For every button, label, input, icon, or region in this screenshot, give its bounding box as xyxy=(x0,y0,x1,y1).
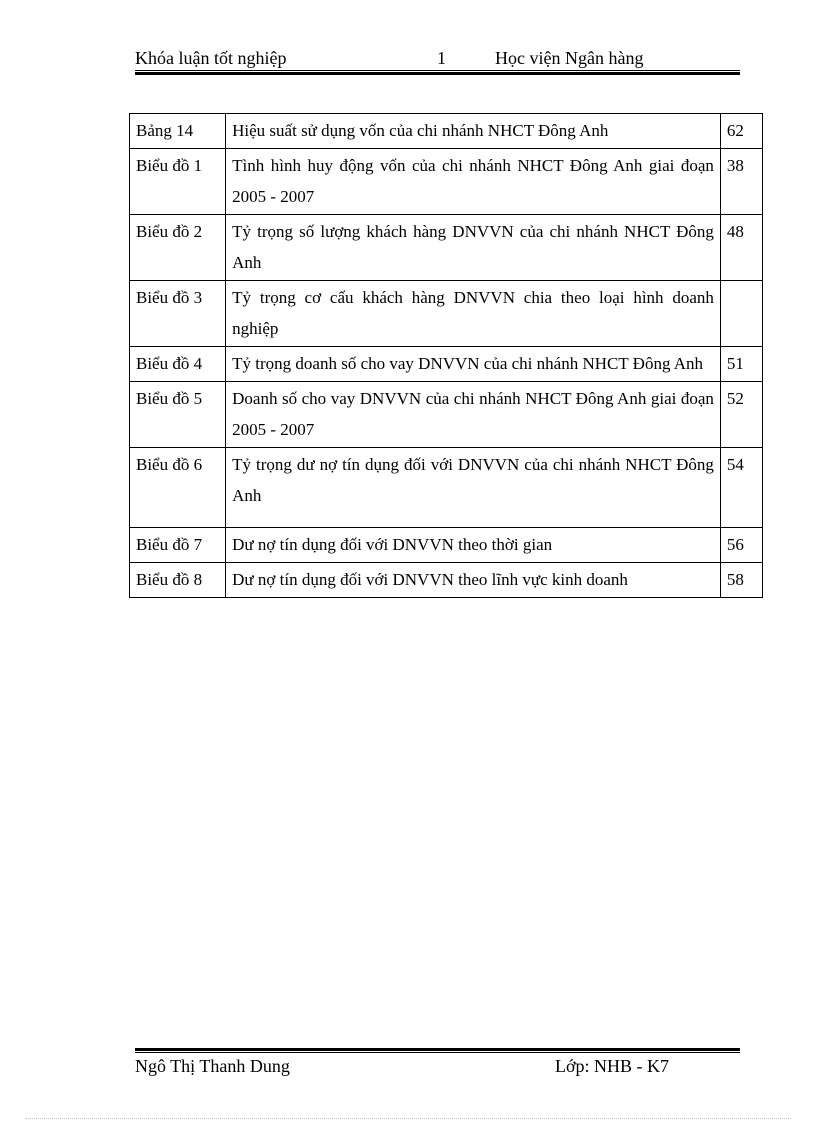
row-page: 54 xyxy=(720,448,762,528)
table-row xyxy=(130,215,763,281)
row-title: Tỷ trọng doanh số cho vay DNVVN của chi nhánh NHCT Đông Anh xyxy=(226,347,721,382)
row-page: 52 xyxy=(720,382,762,448)
footer-class: Lớp: NHB - K7 xyxy=(555,1056,670,1076)
header-thesis-title: Khóa luận tốt nghiệp xyxy=(135,48,287,68)
page-header xyxy=(135,48,740,70)
row-page: 62 xyxy=(720,114,762,149)
figure-list-table xyxy=(129,113,763,598)
table-row xyxy=(130,347,763,382)
row-page: 58 xyxy=(720,563,762,598)
row-title: Tỷ trọng dư nợ tín dụng đối với DNVVN của chi nhánh NHCT Đông Anh xyxy=(226,448,721,528)
row-title: Dư nợ tín dụng đối với DNVVN theo thời gian xyxy=(226,528,721,563)
table-row xyxy=(130,563,763,598)
table-row xyxy=(130,149,763,215)
footer-author: Ngô Thị Thanh Dung xyxy=(135,1056,290,1076)
header-rule xyxy=(135,70,740,75)
row-title: Tình hình huy động vốn của chi nhánh NHCT Đông Anh giai đoạn 2005 - 2007 xyxy=(226,149,721,215)
page-footer xyxy=(135,1056,740,1078)
table-row xyxy=(130,281,763,347)
row-title: Tỷ trọng cơ cấu khách hàng DNVVN chia theo loại hình doanh nghiệp xyxy=(226,281,721,347)
table-row xyxy=(130,114,763,149)
row-title: Doanh số cho vay DNVVN của chi nhánh NHCT Đông Anh giai đoạn 2005 - 2007 xyxy=(226,382,721,448)
row-page: 51 xyxy=(720,347,762,382)
row-page xyxy=(720,281,762,347)
table-row xyxy=(130,382,763,448)
row-page: 38 xyxy=(720,149,762,215)
row-label: Biểu đồ 5 xyxy=(130,382,226,448)
row-page: 48 xyxy=(720,215,762,281)
row-label: Biểu đồ 3 xyxy=(130,281,226,347)
table-row xyxy=(130,528,763,563)
row-label: Biểu đồ 8 xyxy=(130,563,226,598)
row-label: Biểu đồ 6 xyxy=(130,448,226,528)
row-label: Biểu đồ 2 xyxy=(130,215,226,281)
row-title: Hiệu suất sử dụng vốn của chi nhánh NHCT Đông Anh xyxy=(226,114,721,149)
row-label: Biểu đồ 4 xyxy=(130,347,226,382)
row-label: Bảng 14 xyxy=(130,114,226,149)
table-row xyxy=(130,448,763,528)
row-title: Tỷ trọng số lượng khách hàng DNVVN của chi nhánh NHCT Đông Anh xyxy=(226,215,721,281)
page-edge xyxy=(25,1118,791,1119)
row-title: Dư nợ tín dụng đối với DNVVN theo lĩnh vực kinh doanh xyxy=(226,563,721,598)
header-institution: Học viện Ngân hàng xyxy=(495,48,644,68)
footer-rule xyxy=(135,1048,740,1053)
row-label: Biểu đồ 1 xyxy=(130,149,226,215)
header-page-number: 1 xyxy=(437,48,446,68)
row-label: Biểu đồ 7 xyxy=(130,528,226,563)
row-page: 56 xyxy=(720,528,762,563)
